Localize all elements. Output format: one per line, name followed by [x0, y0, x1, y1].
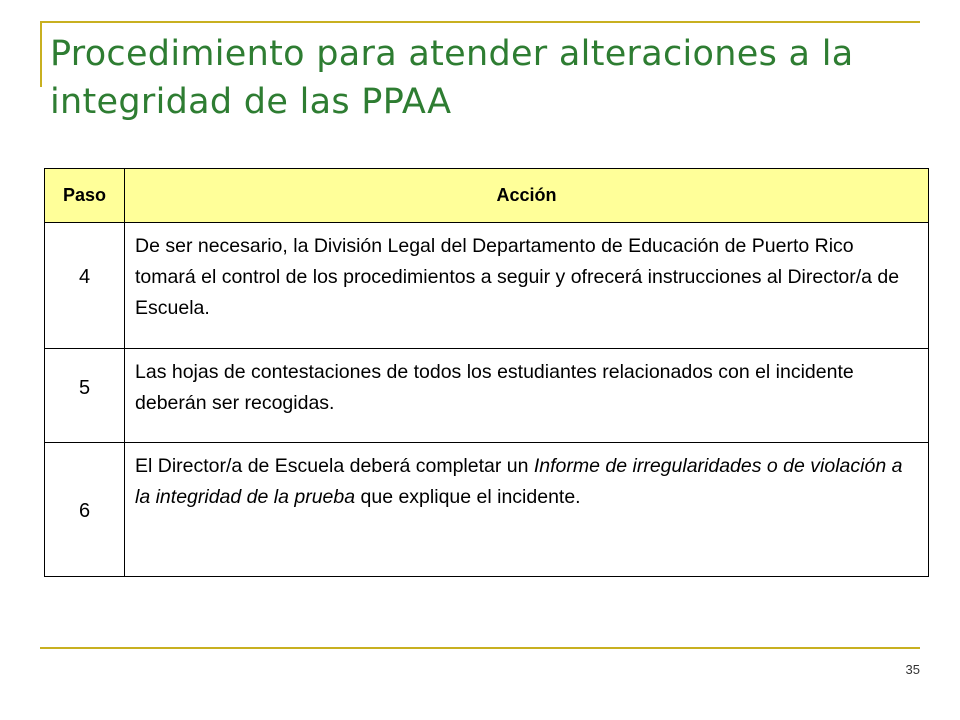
action-cell: De ser necesario, la División Legal del Departamento de Educación de Puerto Rico tomará el control de los procedimientos a seguir y ofrecerá instrucciones al Director/a de Escuela. — [125, 223, 929, 349]
header-action: Acción — [125, 169, 929, 223]
step-number: 6 — [78, 500, 91, 522]
step-cell — [45, 349, 125, 443]
report-title-italic: Informe de irregularidades o de violación a la integridad de la prueba — [135, 455, 903, 508]
top-accent-rule — [40, 21, 920, 23]
action-cell — [125, 443, 929, 577]
page-number: 35 — [905, 662, 920, 677]
procedure-table — [44, 168, 929, 577]
action-text-start: El Director/a de Escuela deberá completar un — [135, 455, 534, 477]
header-step: Paso — [45, 169, 125, 223]
bottom-accent-rule — [40, 647, 920, 649]
action-cell: Las hojas de contestaciones de todos los estudiantes relacionados con el incidente deberán ser recogidas. — [125, 349, 929, 443]
procedure-table-container — [44, 168, 928, 577]
step-cell — [45, 443, 125, 577]
table-row — [45, 349, 929, 443]
slide-title: Procedimiento para atender alteraciones a la integridad de las PPAA — [50, 34, 854, 122]
table-header-row — [45, 169, 929, 223]
step-cell — [45, 223, 125, 349]
left-accent-rule — [40, 21, 42, 87]
action-text-end: que explique el incidente. — [355, 486, 581, 508]
step-number: 5 — [78, 377, 91, 399]
table-row — [45, 223, 929, 349]
table-row — [45, 443, 929, 577]
step-number: 4 — [78, 266, 91, 288]
